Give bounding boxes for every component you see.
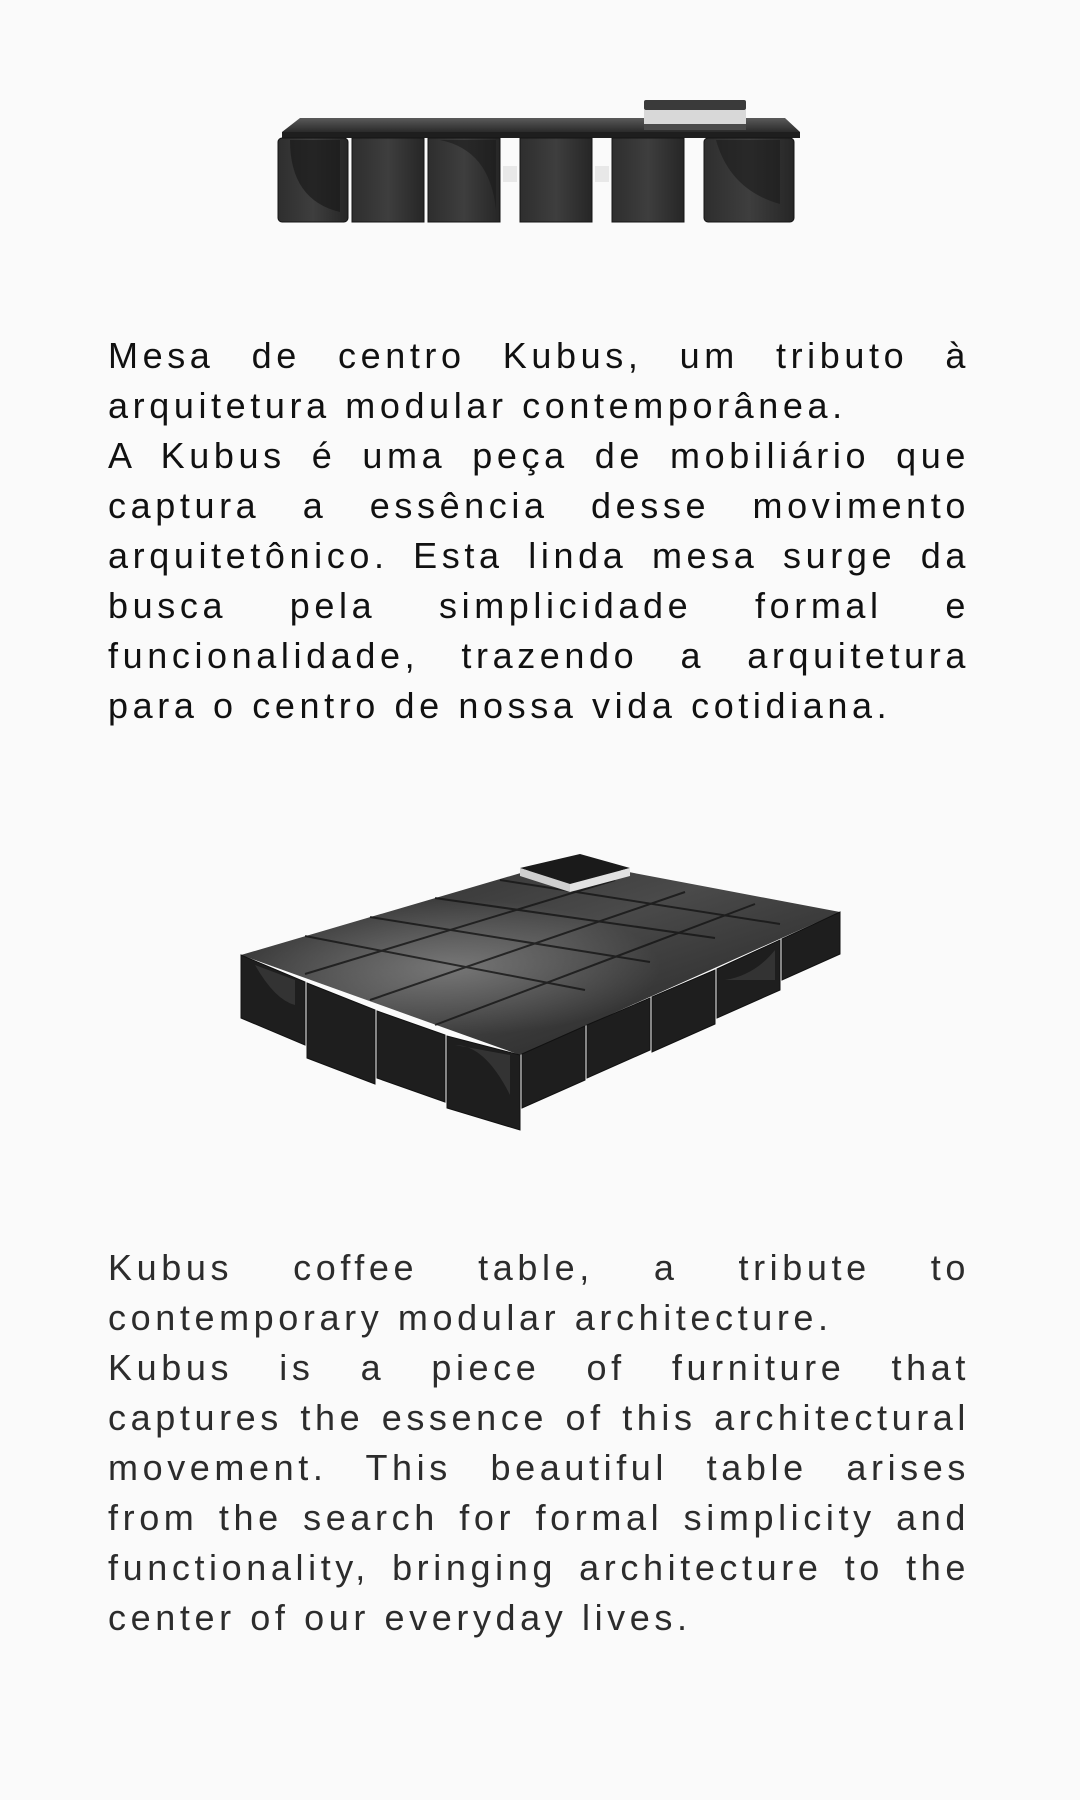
kubus-table-side-image: [260, 100, 820, 230]
description-en-intro: Kubus coffee table, a tribute to contemporary modular architecture.: [108, 1247, 970, 1338]
description-portuguese: [108, 331, 970, 731]
description-english: [108, 1243, 970, 1643]
description-pt-intro: Mesa de centro Kubus, um tributo à arquitetura modular contemporânea.: [108, 335, 970, 426]
description-pt-body: A Kubus é uma peça de mobiliário que captura a essência desse movimento arquitetônico. Esta linda mesa surge da busca pela simplicidade formal e funcionalidade, trazendo a arquitetura para o centro de nossa vida cotidiana.: [108, 435, 970, 726]
description-en-body: Kubus is a piece of furniture that captures the essence of this architectural movement. This beautiful table arises from the search for formal simplicity and functionality, bringing architecture to the center of our everyday lives.: [108, 1347, 970, 1638]
kubus-table-perspective-image: [235, 840, 845, 1140]
